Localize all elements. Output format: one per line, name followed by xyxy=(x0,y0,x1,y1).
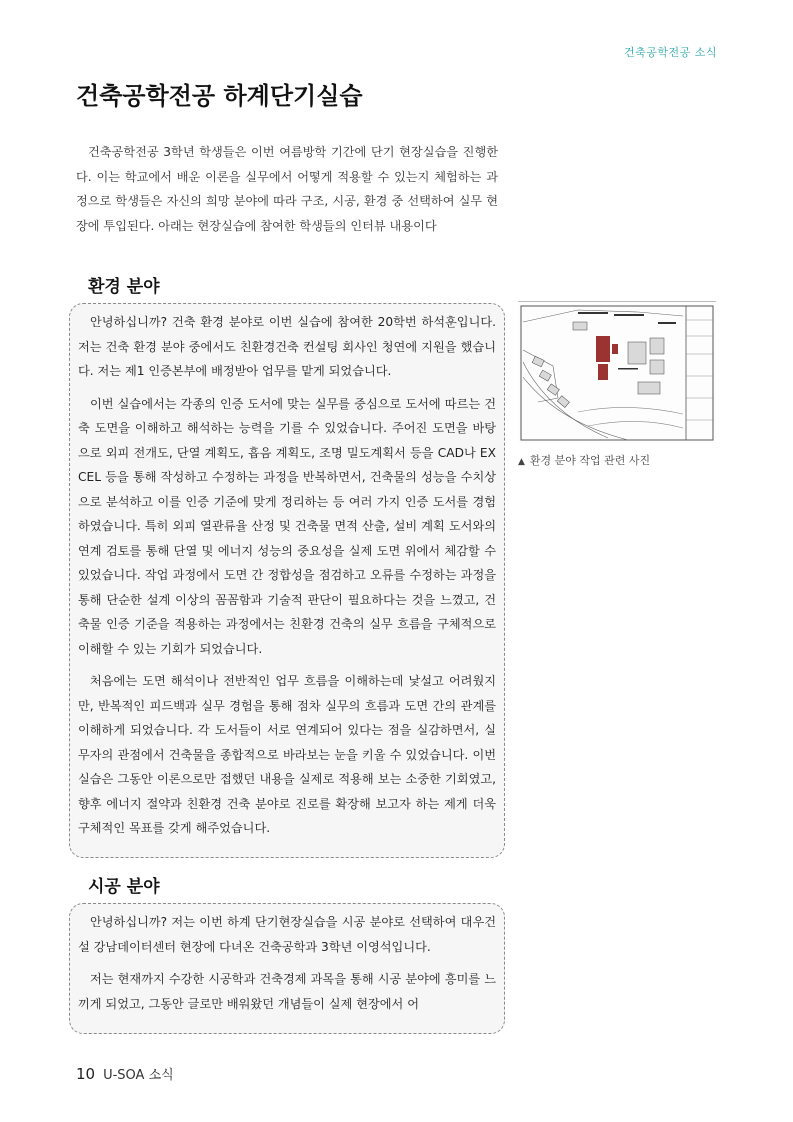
section-heading-construction: 시공 분야 xyxy=(88,877,160,897)
section-tag: 건축공학전공 소식 xyxy=(623,46,717,59)
publication-name: U-SOA 소식 xyxy=(103,1068,174,1083)
interview-box-construction xyxy=(69,903,505,1034)
photo-caption-text: 환경 분야 작업 관련 사진 xyxy=(529,454,651,467)
architectural-drawing-image xyxy=(518,302,716,444)
intro-paragraph: 건축공학전공 3학년 학생들은 이번 여름방학 기간에 단기 현장실습을 진행한다. 이는 학교에서 배운 이론을 실무에서 어떻게 적용할 수 있는지 체험하는 과정으로 학생들은 자신의 희망 분야에 따라 구조, 시공, 환경 중 선택하여 실무 현장에 투입된다. 아래는 현장실습에 참여한 학생들의 인터뷰 내용이다 xyxy=(76,145,498,233)
photo-caption xyxy=(518,452,650,468)
interview-box-environment xyxy=(69,303,505,858)
section-heading-environment: 환경 분야 xyxy=(88,277,160,297)
interview-paragraph: 이번 실습에서는 각종의 인증 도서에 맞는 실무를 중심으로 도서에 따르는 건축 도면을 이해하고 해석하는 능력을 기를 수 있었습니다. 주어진 도면을 바탕으로 외피 전개도, 단열 계획도, 흡음 계획도, 조명 밀도계획서 등을 CAD나 EXCEL 등을 통해 작성하고 수정하는 과정을 반복하면서, 건축물의 성능을 수치상으로 분석하고 이를 인증 기준에 맞게 정리하는 등 여러 가지 인증 도서를 경험하였습니다. 특히 외피 열관류율 산정 및 건축물 면적 산출, 설비 계획 도서와의 연계 검토를 통해 단열 및 에너지 성능의 중요성을 실제 도면 위에서 체감할 수 있었습니다. 작업 과정에서 도면 간 정합성을 점검하고 오류를 수정하는 과정을 통해 단순한 설계 이상의 꼼꼼함과 기술적 판단이 필요하다는 것을 느꼈고, 건축물 인증 기준을 적용하는 과정에서는 친환경 건축의 실무 흐름을 구체적으로 이해할 수 있는 기회가 되었습니다. xyxy=(78,396,496,656)
interview-paragraph: 안녕하십니까? 저는 이번 하계 단기현장실습을 시공 분야로 선택하여 대우건설 강남데이터센터 현장에 다녀온 건축공학과 3학년 이영석입니다. xyxy=(78,915,496,954)
work-photo xyxy=(518,301,716,444)
triangle-up-icon: ▲ xyxy=(518,457,525,467)
page-number: 10 xyxy=(76,1065,96,1083)
page-title: 건축공학전공 하계단기실습 xyxy=(76,82,363,110)
interview-paragraph: 안녕하십니까? 건축 환경 분야로 이번 실습에 참여한 20학번 하석훈입니다. 저는 건축 환경 분야 중에서도 친환경건축 컨설팅 회사인 청연에 지원을 했습니다. 저는 제1 인증본부에 배정받아 업무를 맡게 되었습니다. xyxy=(78,315,496,378)
page-footer xyxy=(76,1064,174,1083)
interview-paragraph: 처음에는 도면 해석이나 전반적인 업무 흐름을 이해하는데 낯설고 어려웠지만, 반복적인 피드백과 실무 경험을 통해 점차 실무의 흐름과 도면 간의 관계를 이해하게 되었습니다. 각 도서들이 서로 연계되어 있다는 점을 실감하면서, 실무자의 관점에서 건축물을 종합적으로 바라보는 눈을 키울 수 있었습니다. 이번 실습은 그동안 이론으로만 접했던 내용을 실제로 적용해 보는 소중한 기회였고, 향후 에너지 절약과 친환경 건축 분야로 진로를 확장해 보고자 하는 제게 더욱 구체적인 목표를 갖게 해주었습니다. xyxy=(78,674,496,835)
interview-paragraph: 저는 현재까지 수강한 시공학과 건축경제 과목을 통해 시공 분야에 흥미를 느끼게 되었고, 그동안 글로만 배워왔던 개념들이 실제 현장에서 어 xyxy=(78,972,496,1011)
